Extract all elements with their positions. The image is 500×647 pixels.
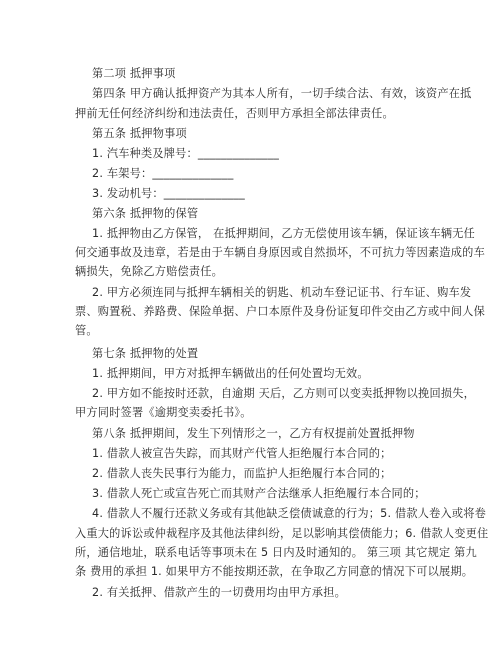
- article-6-para-2-line-2: 票、购置税、养路费、保险单据、户口本原件及身份证复印件交由乙方或中间人保: [75, 305, 485, 318]
- article-8-item-2: 2. 借款人丧失民事行为能力，而监护人拒绝履行本合同的；: [92, 467, 392, 480]
- section-heading: 第二项 抵押事项: [92, 67, 176, 80]
- article-5-item-3: 3. 发动机号：______________: [92, 187, 245, 200]
- article-8-item-3: 3. 借款人死亡或宣告死亡而其财产合法继承人拒绝履行本合同的；: [92, 487, 426, 500]
- article-8-heading: 第八条 抵押期间，发生下列情形之一，乙方有权提前处置抵押物: [92, 427, 415, 440]
- article-6-para-1-line-1: 1. 抵押物由乙方保管， 在抵押期间，乙方无偿使用该车辆，保证该车辆无任: [92, 227, 475, 240]
- article-8-item-4-line-2: 入重大的诉讼或仲裁程序及其他法律纠纷，足以影响其偿债能力；6. 借款人变更住: [75, 527, 489, 540]
- article-8-item-4-line-4: 条 费用的承担 1. 如果甲方不能按期还款，在争取乙方同意的情况下可以展期。: [75, 565, 474, 578]
- article-5-heading: 第五条 抵押物事项: [92, 127, 187, 140]
- article-8-item-4-line-1: 4. 借款人不履行还款义务或有其他缺乏偿债诚意的行为；5. 借款人卷入或将卷: [92, 507, 487, 520]
- article-7-item-2-line-2: 甲方同时签署《逾期变卖委托书》。: [75, 406, 252, 419]
- article-8-item-4-line-3: 所，通信地址，联系电话等事项未在 5 日内及时通知的。 第三项 其它规定 第九: [75, 546, 477, 559]
- article-7-item-1: 1. 抵押期间，甲方对抵押车辆做出的任何处置均无效。: [92, 367, 369, 380]
- article-4-line-1: 第四条 甲方确认抵押资产为其本人所有，一切手续合法、有效，该资产在抵: [92, 87, 472, 100]
- article-6-para-2-line-1: 2. 甲方必须连同与抵押车辆相关的钥匙、机动车登记证书、行车证、购车发: [92, 286, 472, 299]
- article-9-item-2: 2. 有关抵押、借款产生的一切费用均由甲方承担。: [92, 586, 346, 599]
- article-6-para-1-line-2: 何交通事故及违章，若是由于车辆自身原因或自然损坏，不可抗力等因素造成的车: [75, 246, 485, 259]
- article-7-item-2-line-1: 2. 甲方如不能按时还款，自逾期 天后，乙方则可以变卖抵押物以挽回损失，: [92, 387, 475, 400]
- article-5-item-1: 1. 汽车种类及牌号：______________: [92, 147, 280, 160]
- article-6-heading: 第六条 抵押物的保管: [92, 207, 199, 220]
- article-6-para-1-line-3: 辆损失，免除乙方赔偿责任。: [75, 265, 224, 278]
- article-5-item-2: 2. 车架号：______________: [92, 167, 234, 180]
- article-8-item-1: 1. 借款人被宣告失踪，而其财产代管人拒绝履行本合同的；: [92, 447, 392, 460]
- article-6-para-2-line-3: 管。: [75, 324, 98, 337]
- article-4-line-2: 押前无任何经济纠纷和违法责任，否则甲方承担全部法律责任。: [75, 107, 394, 120]
- article-7-heading: 第七条 抵押物的处置: [92, 347, 199, 360]
